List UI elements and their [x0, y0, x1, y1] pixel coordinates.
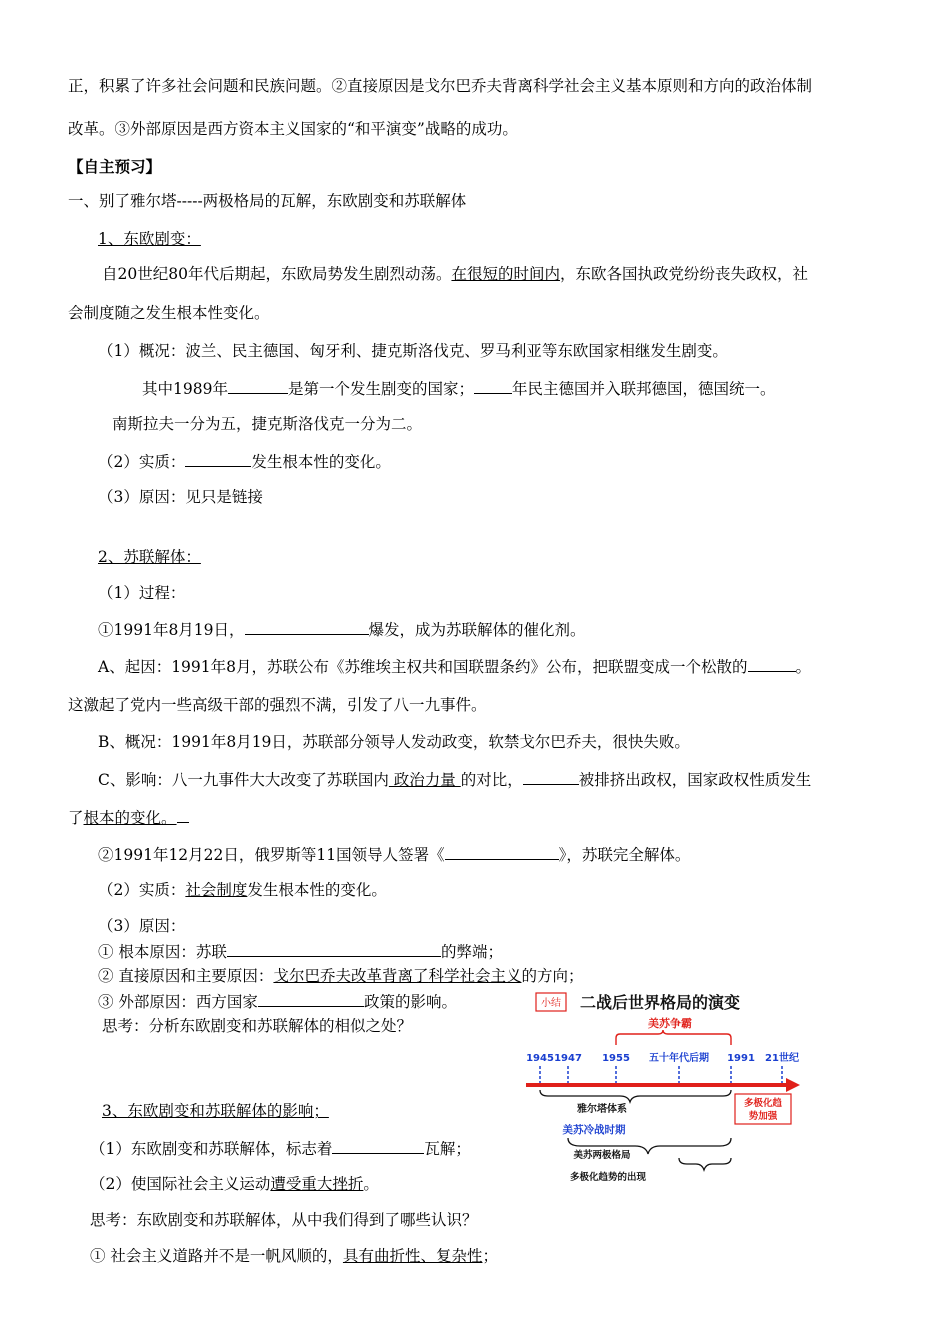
- text: 自20世纪80年代后期起，东欧局势发生剧烈动荡。: [102, 265, 452, 283]
- text: A、起因：1991年8月，苏联公布《苏维埃主权共和国联盟条约》公布，把联盟变成一个松散的: [98, 658, 748, 676]
- text: ① 社会主义道路并不是一帆风顺的，: [90, 1247, 343, 1265]
- year-label: 1991: [727, 1053, 755, 1064]
- underlined-text: 科学社会主义: [428, 967, 522, 985]
- underlined-text: 在很短的时间内: [451, 265, 560, 283]
- heading-east-europe: [98, 228, 201, 250]
- think-similarity: 思考：分析东欧剧变和苏联解体的相似之处？: [102, 1017, 413, 1035]
- year-label: 五十年代后期: [649, 1053, 709, 1064]
- text: ① 根本原因：苏联: [98, 943, 227, 961]
- text: 年民主德国并入联邦德国，德国统一。: [511, 380, 776, 398]
- timeline-arrow: [786, 1078, 800, 1092]
- year-label: 1945: [526, 1053, 554, 1064]
- soviet-essence-line: [98, 879, 387, 901]
- blank-essence[interactable]: [185, 450, 251, 467]
- text: 政策的影响。: [363, 993, 457, 1011]
- split-line: 南斯拉夫一分为五，捷克斯洛伐克一分为二。: [112, 415, 423, 433]
- heading-impact: [102, 1100, 329, 1122]
- blank-coup-event[interactable]: [245, 618, 369, 635]
- text: 瓦解；: [424, 1140, 471, 1158]
- underline-tail: [177, 806, 189, 823]
- text: （2）使国际社会主义运动: [90, 1175, 271, 1193]
- heading-text: 1、东欧剧变：: [98, 230, 201, 248]
- blank-western-policy[interactable]: [258, 990, 364, 1007]
- rivalry-brace: [616, 1030, 731, 1045]
- situation-line: B、概况：1991年8月19日，苏联部分领导人发动政变，软禁戈尔巴乔夫，很快失败。: [98, 733, 690, 751]
- intro-line-1: 正，积累了许多社会问题和民族问题。②直接原因是戈尔巴乔夫背离科学社会主义基本原则和方向的政治体制: [68, 77, 813, 95]
- text: ② 直接原因和主要原因：: [98, 967, 274, 985]
- text: 其中1989年: [142, 380, 228, 398]
- impact-item-2: [90, 1173, 379, 1195]
- text: 。: [795, 658, 812, 676]
- multipolar-brace: [679, 1158, 731, 1170]
- essence-line: [98, 450, 391, 473]
- year-label: 1955: [602, 1053, 630, 1064]
- text: ③ 外部原因：西方国家: [98, 993, 258, 1011]
- cause-line: [98, 655, 811, 678]
- text: 发生根本性的变化。: [247, 881, 387, 899]
- text: （1）东欧剧变和苏联解体，标志着: [90, 1140, 333, 1158]
- underlined-text: 戈尔巴乔夫改革背离了: [273, 967, 429, 985]
- text: ，东欧各国执政党纷纷丧失政权，社: [559, 265, 808, 283]
- external-cause-line: [98, 990, 457, 1013]
- section-title: 【自主预习】: [68, 157, 162, 176]
- yalta-brace: [540, 1090, 731, 1102]
- process-line: （1）过程：: [98, 584, 186, 602]
- text: 。: [363, 1175, 379, 1193]
- text: C、影响：八一九事件大大改变了苏联国内: [98, 771, 389, 789]
- underlined-text: 政治力量: [388, 771, 461, 789]
- direct-cause-line: [98, 965, 583, 987]
- impact-item-1: [90, 1137, 471, 1160]
- underlined-text: 具有曲折性、复杂性: [342, 1247, 483, 1265]
- heading-soviet: [98, 546, 201, 568]
- year-label: 1947: [554, 1053, 582, 1064]
- root-cause-line: [98, 940, 503, 963]
- overview-line: （1）概况：波兰、民主德国、匈牙利、捷克斯洛伐克、罗马利亚等东欧国家相继发生剧变。: [98, 342, 728, 360]
- text: 》，苏联完全解体。: [558, 846, 691, 864]
- year-label: 21世纪: [765, 1053, 799, 1064]
- rivalry-label: 美苏争霸: [648, 1017, 692, 1030]
- multipolar-strength-label-1: 多极化趋: [743, 1098, 783, 1109]
- soviet-reason-line: （3）原因：: [98, 917, 186, 935]
- treaty-line: [98, 843, 690, 866]
- text: 被排挤出政权，国家政权性质发生: [578, 771, 812, 789]
- coup-line: [98, 618, 586, 641]
- text: ；: [482, 1247, 498, 1265]
- reason-line: （3）原因：见只是链接: [98, 488, 263, 506]
- heading-text: 2、苏联解体：: [98, 548, 201, 566]
- heading-text: 3、东欧剧变和苏联解体的影响；: [102, 1102, 329, 1120]
- text: 是第一个发生剧变的国家；: [287, 380, 474, 398]
- underlined-text: 遭受重大挫折: [270, 1175, 364, 1193]
- bipolar-label: 美苏两极格局: [573, 1150, 631, 1161]
- think-lessons: 思考：东欧剧变和苏联解体，从中我们得到了哪些认识？: [90, 1211, 478, 1229]
- text: 的对比，: [460, 771, 523, 789]
- blank-treaty[interactable]: [445, 843, 559, 860]
- cause-line-2: 这激起了党内一些高级干部的强烈不满，引发了八一九事件。: [68, 696, 487, 714]
- blank-excluded-party[interactable]: [523, 768, 579, 785]
- yalta-label: 雅尔塔体系: [577, 1104, 627, 1115]
- text: ②1991年12月22日，俄罗斯等11国领导人签署《: [98, 846, 445, 864]
- part1-title: 一、别了雅尔塔-----两极格局的瓦解，东欧剧变和苏联解体: [68, 192, 467, 210]
- world-pattern-timeline-diagram: [520, 990, 820, 1190]
- multipolar-strength-label-2: 势加强: [748, 1111, 778, 1122]
- blank-root-cause[interactable]: [227, 940, 441, 957]
- text: ①1991年8月19日，: [98, 621, 245, 639]
- text: 的弊端；: [440, 943, 503, 961]
- text: 发生根本性的变化。: [251, 453, 391, 471]
- blank-loose-union[interactable]: [748, 655, 796, 672]
- first-country-line: [142, 377, 775, 400]
- blank-unification-year[interactable]: [474, 377, 512, 394]
- text: 爆发，成为苏联解体的催化剂。: [368, 621, 586, 639]
- text: 的方向；: [521, 967, 584, 985]
- cold-war-label: 美苏冷战时期: [562, 1124, 626, 1136]
- text: 了: [68, 809, 84, 827]
- text: （2）实质：: [98, 881, 186, 899]
- underlined-text: 社会制度: [185, 881, 248, 899]
- underlined-text: 根本的变化。: [83, 809, 177, 827]
- multipolar-emerge-label: 多极化趋势的出现: [569, 1172, 647, 1183]
- impact-line: [98, 768, 811, 791]
- diagram-title: 二战后世界格局的演变: [580, 993, 741, 1012]
- para-east-europe-1: [102, 263, 808, 285]
- lesson-1: [90, 1245, 498, 1267]
- intro-line-2: 改革。③外部原因是西方资本主义国家的“和平演变”战略的成功。: [68, 120, 518, 138]
- blank-first-country[interactable]: [228, 377, 288, 394]
- para-east-europe-2: 会制度随之发生根本性变化。: [68, 304, 270, 322]
- text: （2）实质：: [98, 453, 186, 471]
- blank-pattern-collapse[interactable]: [332, 1137, 424, 1154]
- summary-tag: 小结: [541, 998, 561, 1009]
- impact-line-2: [68, 806, 189, 829]
